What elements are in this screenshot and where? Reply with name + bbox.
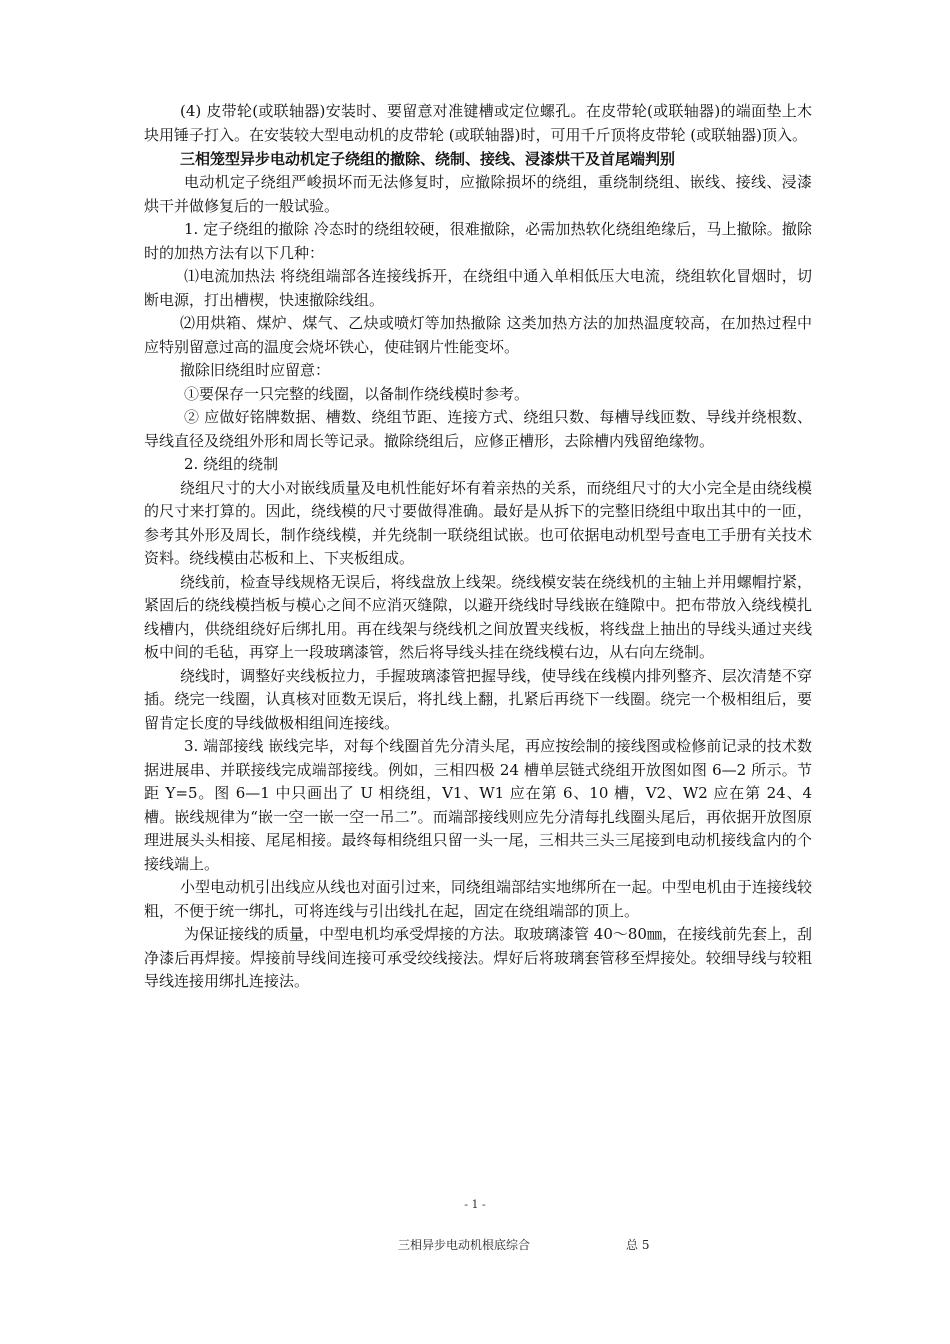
- page-number: - 1 -: [464, 1198, 486, 1211]
- paragraph-note-1: ①要保存一只完整的线圈，以备制作绕线模时参考。: [184, 384, 530, 403]
- footer-total-pages: 总 5: [626, 1238, 650, 1252]
- footer-doc-title: 三相异步电动机根底综合: [398, 1238, 531, 1252]
- paragraph-end-wiring: 3. 端部接线 嵌线完毕，对每个线圈首先分清头尾，再应按绘制的接线图或检修前记录的技术数据进展串、并联接线完成端部接线。例如，三相四极 24 槽单层链式绕组开放图如图 6—2 所示。节距 Y=5。图 6—1 中只画出了 U 相绕组，V1、W1 应在第 6、10 槽，V2、W2 应在第 24、4 槽。嵌线规律为“嵌一空一嵌一空一吊二”。而端部接线则应先分清每扎线圈头尾后，再依据开放图原理进展头头相接、尾尾相接。最终每相绕组只留一头一尾，三相共三头三尾接到电动机接线盒内的个接线端上。: [144, 737, 812, 873]
- paragraph-during-winding: 绕线时，调整好夹线板拉力，手握玻璃漆管把握导线，使导线在线模内排列整齐、层次清楚不穿插。绕完一线圈，认真核对匝数无误后，将扎线上翻，扎紧后再绕下一线圈。绕完一个极相组后，要留肯定长度的导线做极相组间连接线。: [144, 666, 812, 732]
- paragraph-winding-size: 绕组尺寸的大小对嵌线质量及电机性能好坏有着亲热的关系，而绕组尺寸的大小完全是由绕线模的尺寸来打算的。因此，绕线模的尺寸要做得准确。最好是从拆下的完整旧绕组中取出其中的一匝，参考其外形及周长，制作绕线模，并先绕制一联绕组试嵌。也可依据电动机型号查电工手册有关技术资料。绕线模由芯板和上、下夹板组成。: [144, 478, 812, 567]
- paragraph-note-2: ② 应做好铭牌数据、槽数、绕组节距、连接方式、绕组只数、每槽导线匝数、导线并绕根数、导线直径及绕组外形和周长等记录。撤除绕组后，应修正槽形，去除槽内残留绝缘物。: [144, 408, 812, 450]
- paragraph-removal-notes: 撤除旧绕组时应留意：: [180, 361, 331, 379]
- paragraph-current-heating: ⑴电流加热法 将绕组端部各连接线拆开，在绕组中通入单相低压大电流，绕组软化冒烟时，切断电源，打出槽楔，快速撤除线组。: [144, 267, 812, 309]
- paragraph-pulley-install: (4) 皮带轮(或联轴器)安装时、要留意对准键槽或定位螺孔。在皮带轮(或联轴器)的端面垫上木块用锤子打入。在安装较大型电动机的皮带轮 (或联轴器)时，可用千斤顶将皮带轮 (或联轴器)顶入。: [144, 102, 812, 144]
- paragraph-oven-heating: ⑵用烘箱、煤炉、煤气、乙炔或喷灯等加热撤除 这类加热方法的加热温度较高，在加热过程中应特别留意过高的温度会烧坏铁心，使硅钢片性能变坏。: [144, 314, 812, 356]
- paragraph-winding-title: 2. 绕组的绕制: [184, 455, 279, 473]
- paragraph-intro: 电动机定子绕组严峻损坏而无法修复时，应撤除损坏的绕组，重绕制绕组、嵌线、接线、浸漆烘干并做修复后的一般试验。: [144, 173, 812, 215]
- section-heading: 三相笼型异步电动机定子绕组的撤除、绕制、接线、浸漆烘干及首尾端判别: [180, 150, 676, 168]
- paragraph-before-winding: 绕线前，检查导线规格无误后，将线盘放上线架。绕线模安装在绕线机的主轴上并用螺帽拧紧，紧固后的绕线模挡板与模心之间不应消灭缝隙，以避开绕线时导线嵌在缝隙中。把布带放入绕线模扎线槽内，供绕组绕好后绑扎用。再在线架与绕线机之间放置夹线板，将线盘上抽出的导线头通过夹线板中间的毛毡，再穿上一段玻璃漆管，然后将导线头挂在绕线模右边，从右向左绕制。: [144, 572, 812, 661]
- paragraph-welding: 为保证接线的质量，中型电机均承受焊接的方法。取玻璃漆管 40～80㎜，在接线前先套上，刮净漆后再焊接。焊接前导线间连接可承受绞线接法。焊好后将玻璃套管移至焊接处。较细导线与较粗导线连接用绑扎连接法。: [144, 925, 812, 990]
- paragraph-lead-wires: 小型电动机引出线应从线也对面引过来，同绕组端部结实地绑所在一起。中型电机由于连接线较粗，不便于统一绑扎，可将连线与引出线扎在起，固定在绕组端部的顶上。: [144, 878, 812, 920]
- document-body: [144, 100, 812, 994]
- paragraph-removal: 1. 定子绕组的撤除 冷态时的绕组较硬，很难撤除，必需加热软化绕组绝缘后，马上撤除。撤除时的加热方法有以下几种：: [144, 220, 812, 262]
